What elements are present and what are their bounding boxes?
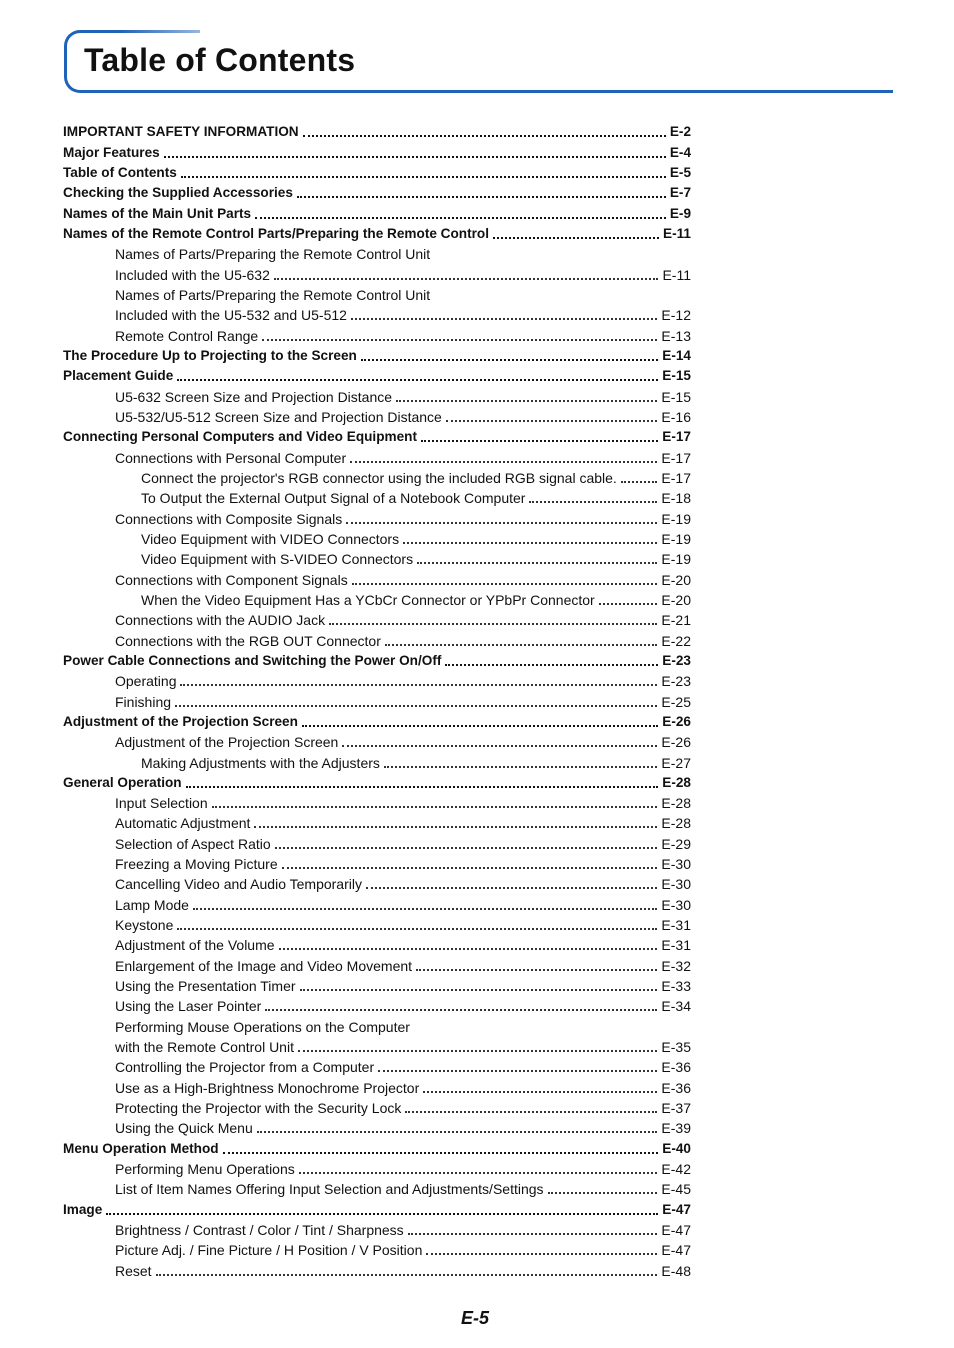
toc-entry-page: E-11: [662, 266, 691, 283]
toc-entry-title: Lamp Mode: [115, 896, 189, 913]
dot-leader: [212, 805, 658, 808]
toc-entry-title: U5-632 Screen Size and Projection Distance: [115, 388, 393, 405]
toc-entry-page: E-15: [662, 368, 691, 384]
toc-entry[interactable]: [63, 608, 691, 628]
toc-entry-title: Video Equipment with VIDEO Connectors: [141, 530, 400, 547]
toc-entry-page: E-19: [661, 510, 691, 527]
toc-entry[interactable]: [63, 445, 691, 465]
toc-entry-title: Connections with Component Signals: [115, 571, 348, 588]
toc-entry-title: Keystone: [115, 917, 174, 934]
dot-leader: [257, 1130, 658, 1133]
toc-entry-page: E-35: [661, 1039, 691, 1056]
dot-leader: [223, 1151, 659, 1154]
toc-entry-page: E-29: [661, 835, 691, 852]
toc-entry-page: E-31: [661, 937, 691, 954]
toc-entry-title: Making Adjustments with the Adjusters: [141, 754, 380, 771]
toc-entry-page: E-19: [661, 551, 691, 568]
toc-entry-title: Placement Guide: [63, 368, 174, 384]
toc-entry[interactable]: [63, 242, 691, 262]
toc-entry-title: Checking the Supplied Accessories: [63, 185, 293, 201]
toc-entry[interactable]: [63, 201, 691, 221]
toc-entry-title: Connecting Personal Computers and Video Equipment: [63, 429, 417, 445]
dot-leader: [300, 988, 658, 991]
toc-entry-page: E-48: [661, 1262, 691, 1279]
toc-entry-title: Remote Control Range: [115, 327, 259, 344]
toc-entry[interactable]: [63, 1035, 691, 1055]
toc-entry[interactable]: [63, 567, 691, 587]
toc-entry-title: Image: [63, 1201, 103, 1217]
toc-entry-page: E-18: [661, 490, 691, 507]
toc-entry[interactable]: [63, 1116, 691, 1136]
toc-entry-page: E-28: [661, 795, 691, 812]
toc-entry-page: E-20: [661, 571, 691, 588]
toc-entry-page: E-17: [661, 449, 691, 466]
toc-entry-page: E-19: [661, 530, 691, 547]
dot-leader: [396, 399, 657, 402]
toc-entry-title: Use as a High-Brightness Monochrome Projector: [115, 1079, 420, 1096]
toc-entry-title: Finishing: [115, 693, 172, 710]
title-frame-gap: [200, 26, 900, 36]
toc-entry[interactable]: [63, 405, 691, 425]
toc-entry-title: Controlling the Projector from a Computer: [115, 1059, 375, 1076]
toc-entry-title: U5-532/U5-512 Screen Size and Projection Distance: [115, 408, 442, 425]
toc-entry[interactable]: [63, 425, 691, 445]
toc-entry[interactable]: [63, 649, 691, 669]
dot-leader: [385, 643, 658, 646]
toc-entry[interactable]: [63, 689, 691, 709]
toc-entry-title: Protecting the Projector with the Security Lock: [115, 1100, 402, 1117]
toc-entry-title: Freezing a Moving Picture: [115, 856, 278, 873]
toc-entry-page: E-15: [661, 388, 691, 405]
toc-entry-title: Adjustment of the Volume: [115, 937, 275, 954]
dot-leader: [274, 277, 659, 280]
toc-entry[interactable]: [63, 303, 691, 323]
dot-leader: [177, 378, 658, 381]
dot-leader: [299, 1171, 658, 1174]
dot-leader: [255, 216, 666, 219]
toc-entry-page: E-47: [661, 1222, 691, 1239]
toc-entry-title: Names of Parts/Preparing the Remote Control Unit: [115, 286, 431, 303]
toc-entry-page: E-28: [662, 774, 691, 790]
toc-entry[interactable]: [63, 1238, 691, 1258]
dot-leader: [384, 765, 658, 768]
toc-entry-title: Adjustment of the Projection Screen: [63, 713, 298, 729]
toc-entry-title: Included with the U5-532 and U5-512: [115, 307, 347, 324]
toc-entry-page: E-17: [661, 469, 691, 486]
toc-entry-page: E-17: [662, 429, 691, 445]
toc-entry[interactable]: [63, 161, 691, 181]
toc-entry-title: To Output the External Output Signal of a Notebook Computer: [141, 490, 526, 507]
toc-entry-page: E-27: [661, 754, 691, 771]
dot-leader: [352, 582, 658, 585]
dot-leader: [265, 1008, 657, 1011]
toc-entry-title: Connections with Composite Signals: [115, 510, 343, 527]
toc-entry-page: E-7: [669, 185, 691, 201]
toc-entry-page: E-30: [661, 876, 691, 893]
toc-entry[interactable]: [63, 1055, 691, 1075]
toc-entry[interactable]: [63, 1096, 691, 1116]
toc-entry-title: Brightness / Contrast / Color / Tint / Sharpness: [115, 1222, 404, 1239]
toc-entry-page: E-36: [661, 1079, 691, 1096]
dot-leader: [529, 500, 657, 503]
toc-entry-title: Connect the projector's RGB connector using the included RGB signal cable.: [141, 469, 617, 486]
dot-leader: [403, 541, 657, 544]
toc-entry[interactable]: [63, 811, 691, 831]
dot-leader: [329, 622, 657, 625]
toc-entry-title: The Procedure Up to Projecting to the Screen: [63, 347, 357, 363]
dot-leader: [164, 155, 666, 158]
toc-entry[interactable]: [63, 953, 691, 973]
dot-leader: [297, 195, 666, 198]
page-number: E-5: [461, 1308, 490, 1328]
dot-leader: [181, 175, 666, 178]
toc-entry-page: E-2: [669, 124, 691, 140]
dot-leader: [493, 236, 659, 239]
dot-leader: [175, 704, 657, 707]
dot-leader: [405, 1110, 657, 1113]
toc-entry[interactable]: [63, 994, 691, 1014]
toc-entry-title: Names of Parts/Preparing the Remote Control Unit: [115, 246, 431, 263]
dot-leader: [193, 907, 657, 910]
title-frame-fade: [120, 28, 270, 36]
toc-entry-page: E-9: [669, 205, 691, 221]
toc-entry-page: E-11: [663, 225, 691, 241]
dot-leader: [279, 947, 658, 950]
toc-entry[interactable]: [63, 384, 691, 404]
dot-leader: [106, 1212, 658, 1215]
toc-entry[interactable]: [63, 222, 691, 242]
toc-entry-page: E-34: [661, 998, 691, 1015]
toc-entry-page: E-36: [661, 1059, 691, 1076]
toc-entry-title: Cancelling Video and Audio Temporarily: [115, 876, 362, 893]
dot-leader: [351, 317, 657, 320]
dot-leader: [350, 460, 657, 463]
toc-entry-title: Performing Mouse Operations on the Computer: [115, 1018, 410, 1035]
toc-entry-title: Connections with the AUDIO Jack: [115, 612, 326, 629]
toc-entry-page: E-13: [661, 327, 691, 344]
toc-entry-page: E-16: [661, 408, 691, 425]
toc-entry-title: Major Features: [63, 144, 160, 160]
dot-leader: [426, 1252, 657, 1255]
toc-entry-page: E-42: [661, 1161, 691, 1178]
toc-entry[interactable]: [63, 283, 691, 303]
toc-entry-page: E-23: [661, 673, 691, 690]
toc-entry[interactable]: [63, 120, 691, 140]
toc-entry[interactable]: [63, 628, 691, 648]
toc-entry-title: Menu Operation Method: [63, 1140, 219, 1156]
toc-entry-page: E-21: [661, 612, 691, 629]
toc-entry-title: Using the Quick Menu: [115, 1120, 253, 1137]
toc-entry-page: E-30: [661, 896, 691, 913]
toc-entry-page: E-25: [661, 693, 691, 710]
dot-leader: [298, 1049, 657, 1052]
dot-leader: [342, 744, 657, 747]
toc-entry-page: E-5: [669, 164, 691, 180]
dot-leader: [446, 419, 658, 422]
dot-leader: [421, 439, 658, 442]
toc-entry-title: Connections with Personal Computer: [115, 449, 347, 466]
dot-leader: [361, 358, 658, 361]
dot-leader: [346, 521, 657, 524]
toc-entry-page: E-26: [661, 734, 691, 751]
toc-entry[interactable]: [63, 1014, 691, 1034]
toc-entry-title: with the Remote Control Unit: [115, 1039, 294, 1056]
toc-entry-page: E-47: [661, 1242, 691, 1259]
toc-entry-page: E-39: [661, 1120, 691, 1137]
toc-entry-title: Names of the Main Unit Parts: [63, 205, 252, 221]
toc-entry[interactable]: [63, 892, 691, 912]
toc-entry[interactable]: [63, 1177, 691, 1197]
toc-entry-title: Enlargement of the Image and Video Movement: [115, 957, 413, 974]
dot-leader: [599, 602, 658, 605]
toc-entry[interactable]: [63, 486, 691, 506]
toc-entry-title: Using the Presentation Timer: [115, 978, 296, 995]
toc-entry-title: Picture Adj. / Fine Picture / H Position / V Position: [115, 1242, 423, 1259]
dot-leader: [548, 1191, 658, 1194]
toc-entry[interactable]: [63, 1075, 691, 1095]
dot-leader: [416, 968, 657, 971]
toc-entry-title: Operating: [115, 673, 177, 690]
toc-entry-title: When the Video Equipment Has a YCbCr Connector or YPbPr Connector: [141, 591, 595, 608]
toc-entry-title: Using the Laser Pointer: [115, 998, 262, 1015]
toc-entry-title: Input Selection: [115, 795, 208, 812]
toc-entry-title: Performing Menu Operations: [115, 1161, 295, 1178]
toc-entry[interactable]: [63, 140, 691, 160]
toc-entry-page: E-12: [661, 307, 691, 324]
toc-entry-page: E-22: [661, 632, 691, 649]
dot-leader: [156, 1273, 658, 1276]
toc-entry[interactable]: [63, 1136, 691, 1156]
toc-entry[interactable]: [63, 669, 691, 689]
toc-entry-title: Reset: [115, 1262, 152, 1279]
toc-entry[interactable]: [63, 181, 691, 201]
toc-entry-title: IMPORTANT SAFETY INFORMATION: [63, 124, 299, 140]
toc-entry[interactable]: [63, 852, 691, 872]
toc-entry-title: Adjustment of the Projection Screen: [115, 734, 339, 751]
page-title: Table of Contents: [84, 42, 356, 78]
dot-leader: [423, 1090, 657, 1093]
dot-leader: [302, 724, 658, 727]
toc-entry[interactable]: [63, 506, 691, 526]
toc-entry[interactable]: [63, 344, 691, 364]
toc-entry-title: Table of Contents: [63, 164, 177, 180]
dot-leader: [303, 134, 666, 137]
toc-entry-title: Power Cable Connections and Switching the Power On/Off: [63, 652, 442, 668]
toc-entry[interactable]: [63, 913, 691, 933]
dot-leader: [282, 866, 658, 869]
toc-entry-page: E-30: [661, 856, 691, 873]
dot-leader: [180, 683, 657, 686]
toc-entry-page: E-31: [661, 917, 691, 934]
toc-entry-title: Automatic Adjustment: [115, 815, 251, 832]
toc-entry-title: Selection of Aspect Ratio: [115, 835, 271, 852]
dot-leader: [408, 1232, 658, 1235]
toc-entry[interactable]: [63, 750, 691, 770]
toc-entry[interactable]: [63, 466, 691, 486]
toc-entry[interactable]: [63, 527, 691, 547]
toc-entry[interactable]: [63, 588, 691, 608]
toc-entry[interactable]: [63, 974, 691, 994]
toc-entry[interactable]: [63, 1218, 691, 1238]
toc-entry-page: E-40: [662, 1140, 691, 1156]
toc-entry[interactable]: [63, 1197, 691, 1217]
toc-entry[interactable]: [63, 771, 691, 791]
dot-leader: [186, 785, 659, 788]
toc-entry-page: E-37: [661, 1100, 691, 1117]
toc-entry-page: E-47: [662, 1201, 691, 1217]
toc-entry-title: Names of the Remote Control Parts/Preparing the Remote Control: [63, 225, 489, 241]
toc-entry-page: E-26: [662, 713, 691, 729]
toc-entry[interactable]: [63, 547, 691, 567]
toc-entry[interactable]: [63, 791, 691, 811]
dot-leader: [254, 825, 657, 828]
toc-entry-page: E-20: [661, 591, 691, 608]
toc-entry-title: Included with the U5-632: [115, 266, 270, 283]
toc-entry-page: E-4: [669, 144, 691, 160]
dot-leader: [445, 663, 658, 666]
dot-leader: [275, 846, 658, 849]
toc-entry-title: Connections with the RGB OUT Connector: [115, 632, 381, 649]
toc-entry[interactable]: [63, 933, 691, 953]
toc-entry[interactable]: [63, 872, 691, 892]
toc-entry-page: E-45: [661, 1181, 691, 1198]
toc-entry-page: E-33: [661, 978, 691, 995]
dot-leader: [417, 561, 657, 564]
toc-entry[interactable]: [63, 1258, 691, 1278]
toc-entry-page: E-14: [662, 347, 691, 363]
toc-entry[interactable]: [63, 323, 691, 343]
dot-leader: [177, 927, 657, 930]
toc-entry[interactable]: [63, 262, 691, 282]
dot-leader: [262, 338, 657, 341]
toc-entry-title: Video Equipment with S-VIDEO Connectors: [141, 551, 414, 568]
toc-entry[interactable]: [63, 730, 691, 750]
toc-entry-title: General Operation: [63, 774, 182, 790]
dot-leader: [366, 886, 657, 889]
toc-entry-page: E-28: [661, 815, 691, 832]
toc-entry[interactable]: [63, 710, 691, 730]
toc-entry[interactable]: [63, 831, 691, 851]
toc-entry[interactable]: [63, 364, 691, 384]
toc-entry-page: E-32: [661, 957, 691, 974]
dot-leader: [621, 480, 658, 483]
dot-leader: [378, 1069, 657, 1072]
toc-entry-page: E-23: [662, 652, 691, 668]
toc-entry[interactable]: [63, 1157, 691, 1177]
table-of-contents: [63, 120, 691, 1279]
toc-entry-title: List of Item Names Offering Input Selection and Adjustments/Settings: [115, 1181, 544, 1198]
